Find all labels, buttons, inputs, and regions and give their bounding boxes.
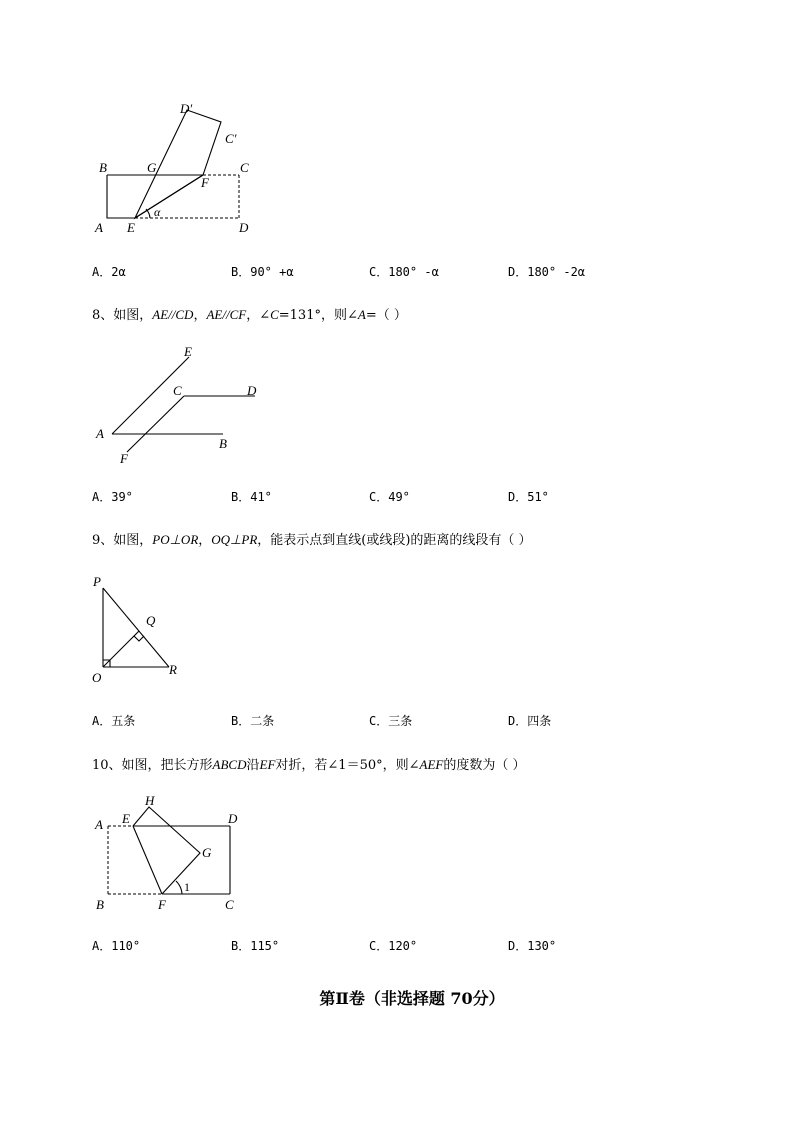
q8-label-a: A (96, 426, 104, 441)
q8-option-c: C．49° (369, 490, 410, 504)
q8-eq: =131°，则∠ (278, 308, 358, 323)
q8-cond-ae-cd: AE//CD (152, 307, 194, 322)
q7-label-d: D (239, 220, 249, 235)
q7-label-c: C (240, 160, 249, 175)
q9-option-d: D．四条 (508, 714, 552, 728)
q8-sep1: ， (193, 308, 207, 323)
q10-stem (92, 754, 525, 773)
q10-rect: ABCD (212, 757, 247, 772)
q7-label-g: G (147, 160, 157, 175)
q9-option-b: B．二条 (231, 714, 275, 728)
q7-label-a: A (95, 220, 103, 235)
q9-cond-oq-pr: OQ⊥PR (211, 532, 258, 547)
q7-label-alpha: α (154, 205, 161, 219)
q10-suffix: 的度数为（ ） (443, 758, 526, 773)
q9-prefix: 9、如图， (92, 533, 153, 548)
section-title: 第Ⅱ卷（非选择题 70分） (319, 989, 505, 1008)
q9-sep: ， (198, 533, 212, 548)
q8-prefix: 8、如图， (92, 308, 153, 323)
q9-option-c: C．三条 (369, 714, 413, 728)
q8-sep2: ，∠ (246, 308, 271, 323)
q10-mid: 沿 (246, 758, 260, 773)
q9-label-o: O (92, 670, 102, 685)
q9-cond-po-or: PO⊥OR (152, 532, 199, 547)
q10-prefix: 10、如图，把长方形 (92, 758, 213, 773)
q9-label-r: R (169, 662, 177, 677)
q10-label-g: G (202, 845, 212, 860)
q8-label-f: F (120, 451, 128, 466)
q7-figure (90, 98, 270, 238)
q8-figure (90, 342, 270, 467)
q7-label-b: B (99, 160, 107, 175)
q10-label-c: C (225, 897, 234, 912)
q10-label-h: H (145, 793, 155, 808)
q10-cond: 对折，若∠1＝50°，则∠ (275, 758, 420, 773)
q8-label-b: B (219, 436, 227, 451)
q10-label-one: 1 (184, 880, 190, 894)
q9-stem (92, 529, 532, 548)
q8-label-e: E (184, 344, 192, 359)
q7-option-a: A．2α (92, 265, 126, 279)
q8-label-c: C (173, 383, 182, 398)
q10-label-b: B (96, 897, 104, 912)
q10-option-a: A．110° (92, 939, 141, 953)
q9-label-p: P (93, 574, 101, 589)
q10-line: EF (259, 757, 276, 772)
q8-option-b: B．41° (231, 490, 272, 504)
q8-stem (92, 304, 407, 323)
q10-option-d: D．130° (508, 939, 557, 953)
q9-label-q: Q (146, 613, 156, 628)
q7-label-c-prime: C′ (225, 131, 237, 146)
q10-label-e: E (122, 811, 130, 826)
q8-angle-a: A (357, 307, 366, 322)
q8-cond-ae-cf: AE//CF (206, 307, 247, 322)
q9-suffix: ，能表示点到直线(或线段)的距离的线段有（ ） (257, 533, 532, 548)
q7-label-e: E (127, 220, 135, 235)
q10-option-c: C．120° (369, 939, 418, 953)
q7-label-d-prime: D′ (180, 101, 193, 116)
q10-label-f: F (158, 897, 166, 912)
q8-option-a: A．39° (92, 490, 133, 504)
q10-label-a: A (95, 817, 103, 832)
q7-label-f: F (201, 175, 209, 190)
q9-figure (88, 570, 198, 685)
q7-option-b: B．90° +α (231, 265, 294, 279)
q10-angle: AEF (419, 757, 444, 772)
q8-option-d: D．51° (508, 490, 549, 504)
q7-option-c: C．180° -α (369, 265, 439, 279)
q9-option-a: A．五条 (92, 714, 136, 728)
q8-suffix: =（ ） (365, 308, 407, 323)
q8-angle-c: C (270, 307, 279, 322)
q8-label-d: D (247, 383, 257, 398)
q7-option-d: D．180° -2α (508, 265, 586, 279)
q10-label-d: D (228, 811, 238, 826)
q10-figure (90, 793, 250, 918)
q10-option-b: B．115° (231, 939, 280, 953)
